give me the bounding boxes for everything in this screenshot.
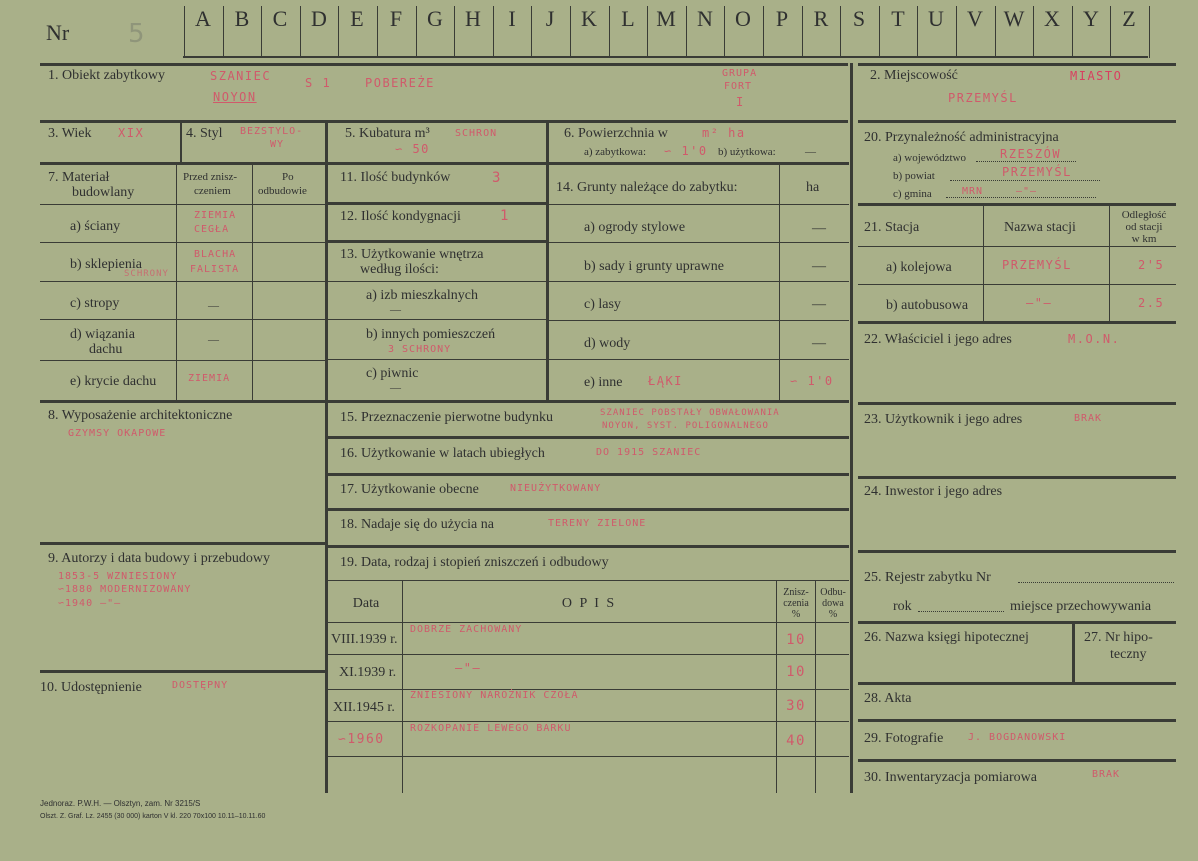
alphabet-letter-r: R [813,6,829,31]
field-19-col-zn-1: Znisz- [783,587,809,598]
field-7b-note: SCHRONY [124,269,169,279]
field-21-col-dist-1: Odległość [1121,209,1167,221]
field-16-label: 16. Użytkowanie w latach ubiegłych [340,446,545,461]
field-2-tag: MIASTO [1070,69,1123,83]
field-19-row-3-opis: ZNIESIONY NAROŻNIK CZOŁA [410,690,579,701]
field-21-col-name: Nazwa stacji [1004,220,1076,235]
alphabet-letter-x: X [1044,6,1060,31]
field-13a-label: a) izb mieszkalnych [366,288,478,303]
field-19-col-od-1: Odbu- [820,587,846,598]
field-5-value-2: ∽ 50 [395,142,430,156]
field-3-value: XIX [118,126,145,140]
field-23-label: 23. Użytkownik i jego adres [864,412,1023,427]
field-14c-label: c) lasy [584,297,621,312]
field-25-rok: rok [893,599,912,614]
field-6-uzyt-value: — [805,146,816,158]
field-14-label: 14. Grunty należące do zabytku: [556,180,738,195]
field-19-col-date: Data [352,596,380,611]
field-26-label: 26. Nazwa księgi hipotecznej [864,630,1029,645]
field-22-value: M.O.N. [1068,332,1121,346]
field-19-row-4-opis: ROZKOPANIE LEWEGO BARKU [410,723,572,734]
footer-printer: Jednorаz. P.W.H. — Olsztyn, zam. Nr 3215/S [40,799,201,808]
field-7e-label: e) krycie dachu [70,374,157,389]
field-20-pow-value: PRZEMYŚL [1002,165,1072,179]
field-19-row-3-zn: 30 [786,698,806,714]
field-19-col-od-3: % [828,609,838,620]
field-20-woj-label: a) województwo [893,152,967,164]
field-1-value-pobereze: POBEREŻE [365,76,435,90]
field-2-value: PRZEMYŚL [948,91,1018,105]
field-18-label: 18. Nadaje się do użycia na [340,517,494,532]
field-14a-value: — [812,221,826,236]
field-4-label: 4. Styl [186,126,223,141]
field-28-label: 28. Akta [864,691,912,706]
field-14c-value: — [812,297,826,312]
field-6-zab-label: a) zabytkowa: [584,146,646,158]
field-19-row-2-zn: 10 [786,664,806,680]
field-20-woj-value: RZESZÓW [1000,147,1062,161]
field-19-row-1-zn: 10 [786,632,806,648]
field-14e-label: e) inne [584,375,623,390]
alphabet-letter-c: C [272,6,288,31]
field-20-gm-value-2: —"— [1016,186,1038,197]
field-18-value: TERENY ZIELONE [548,518,647,529]
field-14d-value: — [812,336,826,351]
field-13b-value: 3 SCHRONY [388,344,452,355]
alphabet-letter-n: N [697,6,713,31]
field-7d-label: d) wiązania [70,327,135,342]
field-25-miejsce: miejsce przechowywania [1010,599,1152,614]
field-21-label: 21. Stacja [864,220,920,235]
field-1-value-szaniec: SZANIEC [210,69,272,83]
field-7-label-2: budowlany [72,185,135,200]
field-14a-label: a) ogrody stylowe [584,220,686,235]
field-9-value-3: ∽1940 —"— [58,598,122,609]
field-27-label-2: teczny [1110,647,1147,662]
field-1-grupa: GRUPA [722,68,758,79]
field-23-value: BRAK [1074,413,1103,424]
field-14b-value: — [812,259,826,274]
alphabet-letter-z: Z [1122,6,1136,31]
field-11-label: 11. Ilość budynków [340,170,451,185]
field-19-row-1-date: VIII.1939 r. [331,632,398,647]
field-21-col-dist-2: od stacji [1125,221,1163,233]
field-1-fort: FORT [724,81,753,92]
field-21a-label: a) kolejowa [886,260,952,275]
alphabet-letter-m: M [656,6,676,31]
field-7a-label: a) ściany [70,219,121,234]
field-29-value: J. BOGDANOWSKI [968,732,1067,743]
alphabet-letter-s: S [852,6,866,31]
field-6-zab-value: ∽ 1'0 [664,144,708,158]
alphabet-letter-o: O [735,6,751,31]
alphabet-letter-p: P [775,6,789,31]
field-1-value-s1: S 1 [305,76,332,90]
field-19-col-od-2: dowa [822,598,844,609]
field-3-label: 3. Wiek [48,126,92,141]
field-7e-value: ZIEMIA [188,373,231,384]
field-7b-value-2: FALISTA [190,264,240,275]
field-15-value-1: SZANIEC POBSTAŁY OBWAŁOWANIA [600,408,780,418]
alphabet-letter-e: E [350,6,364,31]
field-8-label: 8. Wyposażenie architektoniczne [48,408,233,423]
field-13-label-1: 13. Użytkowanie wnętrza [340,247,484,262]
field-25-label: 25. Rejestr zabytku Nr [864,570,991,585]
field-21b-dist: 2.5 [1138,296,1165,310]
alphabet-divider [1149,6,1150,58]
field-14b-label: b) sady i grunty uprawne [584,259,724,274]
field-19-row-4-date: ∽1960 [338,732,385,747]
field-7b-label: b) sklepienia [70,257,142,272]
field-1-label: 1. Obiekt zabytkowy [48,68,166,83]
field-13c-value: — [390,382,401,394]
field-30-label: 30. Inwentaryzacja pomiarowa [864,770,1037,785]
field-6-uzyt-label: b) użytkowa: [718,146,776,158]
field-5-value-1: SCHRON [455,128,498,139]
alphabet-letter-b: B [234,6,250,31]
field-7a-value-2: CEGŁA [194,224,230,235]
field-15-label: 15. Przeznaczenie pierwotne budynku [340,410,554,425]
field-19-col-opis: O P I S [561,596,617,611]
alphabet-letter-w: W [1003,6,1025,31]
field-2-label: 2. Miejscowość [870,68,958,83]
field-15-value-2: NOYON, SYST. POLIGONALNEGO [602,421,769,431]
alphabet-letter-v: V [967,6,983,31]
nr-value: 5 [128,19,145,49]
field-9-value-1: 1853-5 WZNIESIONY [58,571,178,582]
field-30-value: BRAK [1092,769,1121,780]
field-14e-value: ∽ 1'0 [790,374,834,388]
alphabet-letter-i: I [508,6,516,31]
field-9-label: 9. Autorzy i data budowy i przebudowy [48,551,271,566]
field-4-value-1: BEZSTYLO- [240,126,304,137]
field-4-value-2: WY [270,139,285,150]
field-1-roman: I [736,95,745,109]
field-5-label: 5. Kubatura m³ [345,126,430,141]
field-7-col-before: Przed znisz- [183,171,238,183]
field-20-gm-value: MRN [962,186,984,197]
field-21-col-dist-3: w km [1131,233,1157,245]
field-27-label-1: 27. Nr hipo- [1084,630,1153,645]
field-7-col-after-2: odbudowie [258,185,307,197]
field-22-label: 22. Właściciel i jego adres [864,332,1012,347]
field-24-label: 24. Inwestor i jego adres [864,484,1003,499]
alphabet-letter-u: U [928,6,944,31]
alphabet-letter-a: A [195,6,211,31]
field-14-unit: ha [806,180,820,195]
field-13-label-2: według ilości: [360,262,439,277]
field-10-value: DOSTĘPNY [172,680,229,691]
alphabet-letter-f: F [389,6,403,31]
field-10-label: 10. Udostępnienie [40,680,142,695]
field-7-label-1: 7. Materiał [48,170,110,185]
field-17-label: 17. Użytkowanie obecne [340,482,479,497]
field-21a-name: PRZEMYŚL [1002,258,1072,272]
field-14d-label: d) wody [584,336,631,351]
alphabet-letter-l: L [621,6,635,31]
field-6-unit: m² ha [702,126,746,140]
field-7d-value: — [208,334,219,346]
field-7d-label-2: dachu [89,342,123,357]
field-12-value: 1 [500,208,510,224]
field-19-row-4-zn: 40 [786,733,806,749]
field-12-label: 12. Ilość kondygnacji [340,209,461,224]
header-line [183,56,1148,58]
field-19-col-zn-3: % [791,609,801,620]
field-13b-label: b) innych pomieszczeń [366,327,496,342]
field-7-col-before-2: czeniem [194,185,231,197]
field-19-row-2-opis: —"— [455,661,482,675]
field-19-row-3-date: XII.1945 r. [333,700,395,715]
field-20-label: 20. Przynależność administracyjna [864,130,1059,145]
field-20-pow-label: b) powiat [893,170,935,182]
field-13c-label: c) piwnic [366,366,419,381]
field-14e-note: ŁĄKI [648,374,683,388]
field-19-row-2-date: XI.1939 r. [339,665,397,680]
field-20-gm-label: c) gmina [893,188,932,200]
field-6-label: 6. Powierzchnia w [564,126,668,141]
field-7c-value: — [208,300,219,312]
field-29-label: 29. Fotografie [864,731,944,746]
field-19-col-zn-2: czenia [783,598,809,609]
field-8-value: GZYMSY OKAPOWE [68,428,167,439]
field-17-value: NIEUŻYTKOWANY [510,483,602,494]
alphabet-letter-j: J [545,6,555,31]
field-16-value: DO 1915 SZANIEC [596,447,702,458]
alphabet-letter-k: K [581,6,597,31]
footer-print-details: Olszt. Z. Graf. Lz. 2455 (30 000) karton V kl. 220 70x100 10.11–10.11.60 [40,813,266,820]
field-21b-name: —"— [1026,296,1053,310]
field-9-value-2: ∽1880 MODERNIZOWANY [58,584,192,595]
field-19-label: 19. Data, rodzaj i stopień zniszczeń i odbudowy [340,555,609,570]
field-7b-value: BLACHA [194,249,237,260]
field-1-value-noyon: NOYON [213,90,257,104]
field-21b-label: b) autobusowa [886,298,969,313]
field-13a-value: — [390,304,401,316]
alphabet-letter-d: D [311,6,327,31]
field-7c-label: c) stropy [70,296,120,311]
field-19-row-1-opis: DOBRZE ZACHOWANY [410,624,523,635]
alphabet-letter-g: G [427,6,443,31]
nr-label: Nr [46,20,70,45]
alphabet-letter-y: Y [1083,6,1099,31]
field-7a-value: ZIEMIA [194,210,237,221]
alphabet-letter-t: T [891,6,905,31]
field-7-col-after: Po [282,171,294,183]
field-11-value: 3 [492,170,502,186]
field-21a-dist: 2'5 [1138,258,1165,272]
alphabet-letter-h: H [465,6,481,31]
